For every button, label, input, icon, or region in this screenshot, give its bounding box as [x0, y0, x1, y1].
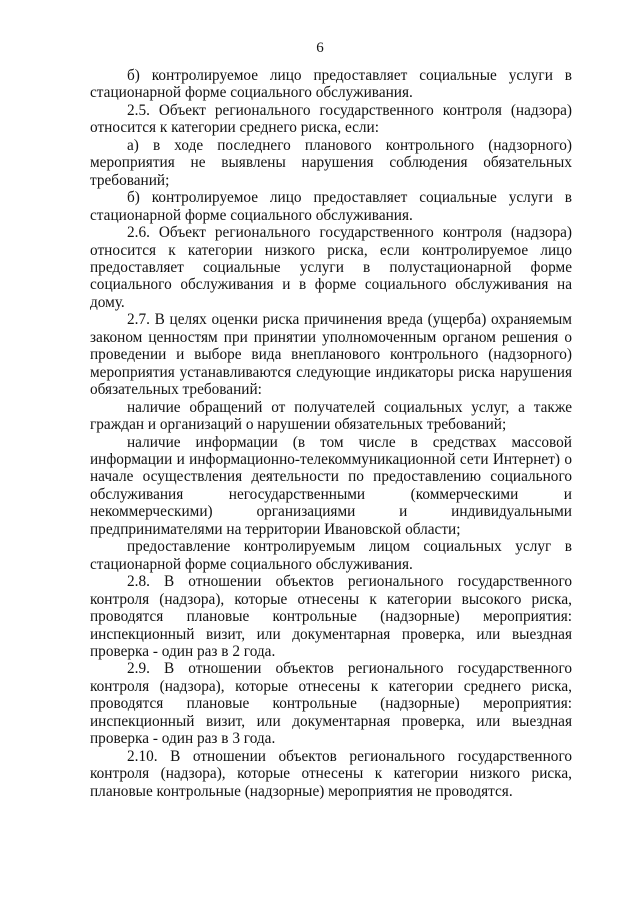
paragraph-2-8: 2.8. В отношении объектов регионального государственного контроля (надзора), которые отнесены к категории высокого риска, проводятся плановые контрольные (надзорные) мероприятия: инспекционный визит, или документарная проверка, или выездная проверка - один раз в 2 года. — [90, 573, 572, 660]
paragraph-2-6: 2.6. Объект регионального государственного контроля (надзора) относится к категории низкого риска, если контролируемое лицо предоставляет социальные услуги в полустационарной форме социального обслуживания и в форме социального обслуживания на дому. — [90, 224, 572, 311]
paragraph-item-a-last-inspection: а) в ходе последнего планового контрольного (надзорного) мероприятия не выявлены нарушения соблюдения обязательных требований; — [90, 136, 572, 189]
paragraph-2-7: 2.7. В целях оценки риска причинения вреда (ущерба) охраняемым законом ценностям при принятии уполномоченным органом решения о проведении и выборе вида внепланового контрольного (надзорного) мероприятия устанавливаются следующие индикаторы риска нарушения обязательных требований: — [90, 311, 572, 399]
paragraph-2-9: 2.9. В отношении объектов регионального государственного контроля (надзора), которые отнесены к категории среднего риска, проводятся плановые контрольные (надзорные) мероприятия: инспекционный визит, или документарная проверка, или выездная проверка - один раз в 3 года. — [90, 660, 572, 748]
paragraph-indicator-stationary: предоставление контролируемым лицом социальных услуг в стационарной форме социального обслуживания. — [90, 538, 572, 573]
paragraph-item-b-stationary: б) контролируемое лицо предоставляет социальные услуги в стационарной форме социального обслуживания. — [90, 67, 572, 102]
paragraph-2-10: 2.10. В отношении объектов регионального государственного контроля (надзора), которые отнесены к категории низкого риска, плановые контрольные (надзорные) мероприятия не проводятся. — [90, 747, 572, 800]
document-body — [90, 67, 572, 800]
paragraph-item-b-stationary-repeat: б) контролируемое лицо предоставляет социальные услуги в стационарной форме социального обслуживания. — [90, 189, 572, 224]
paragraph-2-5: 2.5. Объект регионального государственного контроля (надзора) относится к категории среднего риска, если: — [90, 101, 572, 137]
paragraph-indicator-information: наличие информации (в том числе в средствах массовой информации и информационно-телекоммуникационной сети Интернет) о начале осуществления деятельности по предоставлению социального обслуживания негосударственными (коммерческими и некоммерческими) организациями и индивидуальными предпринимателями на территории Ивановской области; — [90, 433, 572, 538]
page-number: 6 — [316, 40, 324, 56]
paragraph-indicator-complaints: наличие обращений от получателей социальных услуг, а также граждан и организаций о нарушении обязательных требований; — [90, 398, 572, 434]
